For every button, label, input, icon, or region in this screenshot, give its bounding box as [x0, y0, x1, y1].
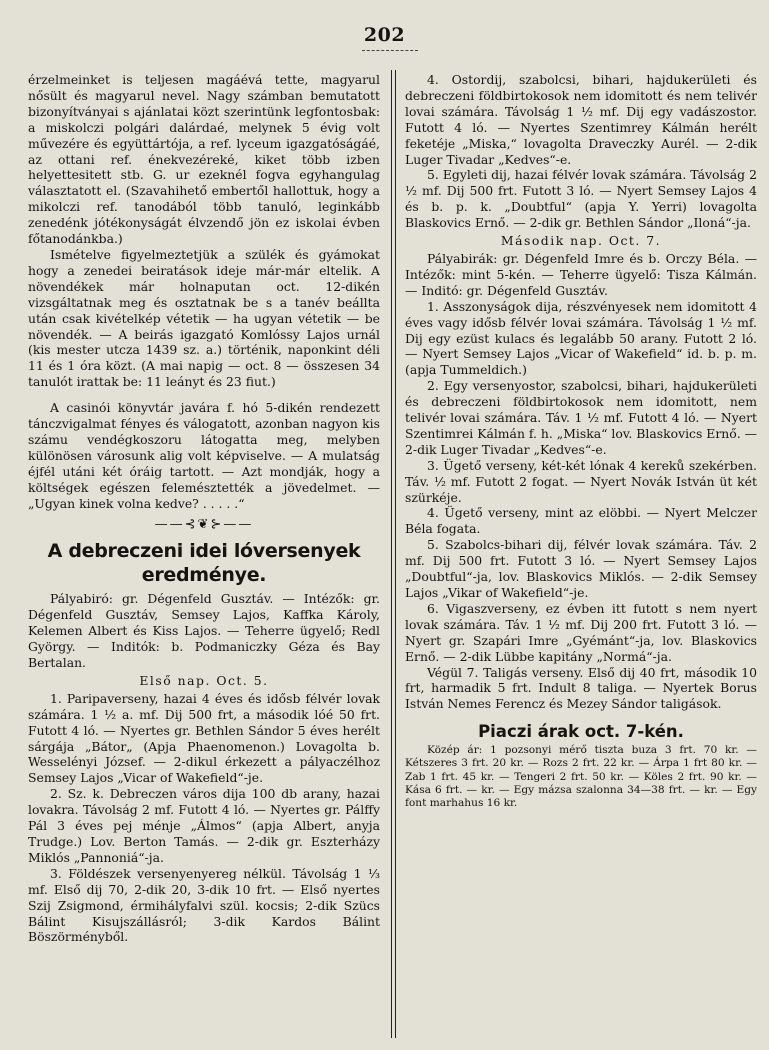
day-two-heading: Második nap. Oct. 7. [500, 233, 662, 249]
race-entry: 3. Ügető verseny, két-két lónak 4 kereků szekérben. Táv. ½ mf. Futott 2 fogat. — Nyert Novák István üt két szürkéje. [405, 457, 757, 505]
race-entry: Végül 7. Taligás verseny. Első dij 40 frt, második 10 frt, harmadik 5 frt. Indult 8 taliga. — Nyertek Borus István Nemes Ferencz és Mezey Sándor taligások. [405, 664, 757, 712]
race-entry: 1. Asszonyságok dija, részvényesek nem idomitott 4 éves vagy idősb félvér lovai számára. Távolság 1 ½ mf. Dij egy ezüst kulacs és legalább 50 arany. Futott 2 ló. — Nyert Semsey Lajos „Vicar of Wakefield“ id. b. p. m. (apja Tummeldich.) [405, 298, 757, 378]
column-divider [391, 70, 396, 1038]
race-entry: 5. Egyleti dij, hazai félvér lovak számára. Távolság 2 ½ mf. Dij 500 frt. Futott 3 ló. — Nyert Semsey Lajos 4 és b. p. k. „Doubtful“ (apja Y. Yerri) lovagolta Blaskovics Ernő. — 2-dik gr. Bethlen Sándor „Iloná“-ja. [405, 167, 757, 231]
market-prices-heading: Piaczi árak oct. 7-kén. [478, 722, 684, 742]
left-column [28, 72, 380, 1047]
page-number-rule [362, 50, 418, 53]
article-paragraph: A casinói könyvtár javára f. hó 5-dikén rendezett tánczvigalmat fényes és válogatott, azonban nagyon kis számu vendégkoszoru látogatta meg, melyben különösen városunk alig volt képviselve. — A mulatság éjfél utáni két óráig tartott. — Azt mondják, hogy a költségek egészen felemésztették a jövedelmet. — „Ugyan kinek volna kedve? . . . . .“ [28, 400, 380, 511]
race-entry: 1. Paripaverseny, hazai 4 éves és idősb félvér lovak számára. 1 ½ a. mf. Dij 500 frt, a második lóé 50 frt. Futott 4 ló. — Nyertes gr. Bethlen Sándor 5 éves herélt sárgája „Bátor„ (Apja Phaenomenon.) Lovagolta b. Wesselényi József. — 2-dikul érkezett a pályaczélhoz Semsey Lajos „Vicar of Wakefield“-je. [28, 690, 380, 786]
race-entry: 4. Ügető verseny, mint az elöbbi. — Nyert Melczer Béla fogata. [405, 505, 757, 537]
race-entry: 6. Vigaszverseny, ez évben itt futott s nem nyert lovak számára. Táv. 1 ½ mf. Dij 200 frt. Futott 3 ló. — Nyert gr. Szapári Imre „Gyémánt“-ja, lov. Blaskovics Ernő. — 2-dik Lübbe kapitány „Normá“-ja. [405, 600, 757, 664]
article-paragraph: érzelmeinket is teljesen magáévá tette, magyarul nősült és magyarul nevel. Nagy számban bemutatott bizonyítványai s ajánlatai közt szerintünk legfontosbak: a miskolczi polgári dalárdaé, melynek 5 évig volt művezére és együttártója, a ref. lyceum igazgatóságáé, az ottani ref. énekvezéreké, kiket több izben helyettesitett stb. G. ur ezeknél fogva egyhangulag választatott el. (Szavahihető embertől hallottuk, hogy a mikolczi ref. tanodából több tanuló, leginkább zenedénk jótékonyságát élvzendő jön ez iskolai évben főtanodánkba.) [28, 72, 380, 247]
race-entry: 5. Szabolcs-bihari dij, félvér lovak számára. Táv. 2 mf. Dij 500 frt. Futott 3 ló. — Nyert Semsey Lajos „Doubtful“-ja, lov. Blaskovics Miklós. — 2-dik Semsey Lajos „Vikar of Wakefield“-je. [405, 537, 757, 600]
page-number: 202 [363, 24, 406, 46]
right-column [405, 72, 757, 1047]
race-officials: Pályabirák: gr. Dégenfeld Imre és b. Orczy Béla. — Intézők: mint 5-kén. — Teherre ügyelő: Tisza Kálmán. — Inditó: gr. Dégenfeld Gusztáv. [405, 250, 757, 298]
day-one-heading: Első nap. Oct. 5. [139, 672, 269, 688]
article-paragraph: Ismételve figyelmeztetjük a szülék és gyámokat hogy a zenedei beiratások ideje már-már eltelik. A növendékek már holnaputan oct. 12-dikén vizsgáltatnak meg és osztatnak be s a tanév beállta után csak kivételkép vétetik — ha ugyan vétetik — be növendék. — A beirás igazgató Komlóssy Lajos urnál (kis mester utcza 1439 sz. a.) történik, naponkint déli 11 és 1 óra közt. (A mai napig — oct. 8 — összesen 34 tanulót irattak be: 11 leányt és 23 fiut.) [28, 246, 380, 390]
race-entry: 2. Sz. k. Debreczen város dija 100 db arany, hazai lovakra. Távolság 2 mf. Futott 4 ló. — Nyertes gr. Pálffy Pál 3 éves pej ménje „Álmos“ (apja Albert, anyja Trudge.) Lov. Berton Tamás. — 2-dik gr. Eszterházy Miklós „Pannoniá“-ja. [28, 786, 380, 865]
race-entry: 4. Ostordij, szabolcsi, bihari, hajdukerületi és debreczeni földbirtokosok nem idomitott és nem telivér lovai számára. Távolság 1 ½ mf. Dij egy vadászostor. Futott 4 ló. — Nyertes Szentimrey Kálmán herélt feketéje „Miska,“ lovagolta Draveczky Aurél. — 2-dik Luger Tivadar „Kedves“-e. [405, 72, 757, 167]
race-officials: Pályabiró: gr. Dégenfeld Gusztáv. — Intézők: gr. Dégenfeld Gusztáv, Semsey Lajos, Kaffka Károly, Kelemen Albert és Kiss Lajos. — Teherre ügyelő; Redl György. — Inditók: b. Podmaniczky Géza és Bay Bertalan. [28, 591, 380, 670]
market-prices-text: Közép ár: 1 pozsonyi mérő tiszta buza 3 frt. 70 kr. — Kétszeres 3 frt. 20 kr. — Rozs 2 frt. 22 kr. — Árpa 1 frt 80 kr. — Zab 1 frt. 45 kr. — Tengeri 2 frt. 50 kr. — Köles 2 frt. 90 kr. — Kása 6 frt. — kr. — Egy mázsa szalonna 34—38 frt. — kr. — Egy font marhahus 16 kr. [405, 744, 757, 809]
race-entry: 2. Egy versenyostor, szabolcsi, bihari, hajdukerületi és debreczeni földbirtokosok nem idomitott, nem telivér lovai számára. Táv. 1 ½ mf. Futott 4 ló. — Nyert Szentimrei Kálmán f. h. „Miska“ lov. Blaskovics Ernő. — 2-dik Luger Tivadar „Kedves“-e. [405, 378, 757, 457]
race-entry: 3. Földészek versenyenyereg nélkül. Távolság 1 ⅓ mf. Első dij 70, 2-dik 20, 3-dik 10 frt. — Első nyertes Szij Zsigmond, érmihályfalvi szül. kocsis; 2-dik Szücs Bálint Kisujszállásról; 3-dik Kardos Bálint Böszörményből. [28, 865, 380, 945]
race-results-headline: A debreczeni idei lóversenyek eredménye. [47, 540, 361, 587]
section-ornament: ——⊰❦⊱—— [154, 517, 254, 533]
